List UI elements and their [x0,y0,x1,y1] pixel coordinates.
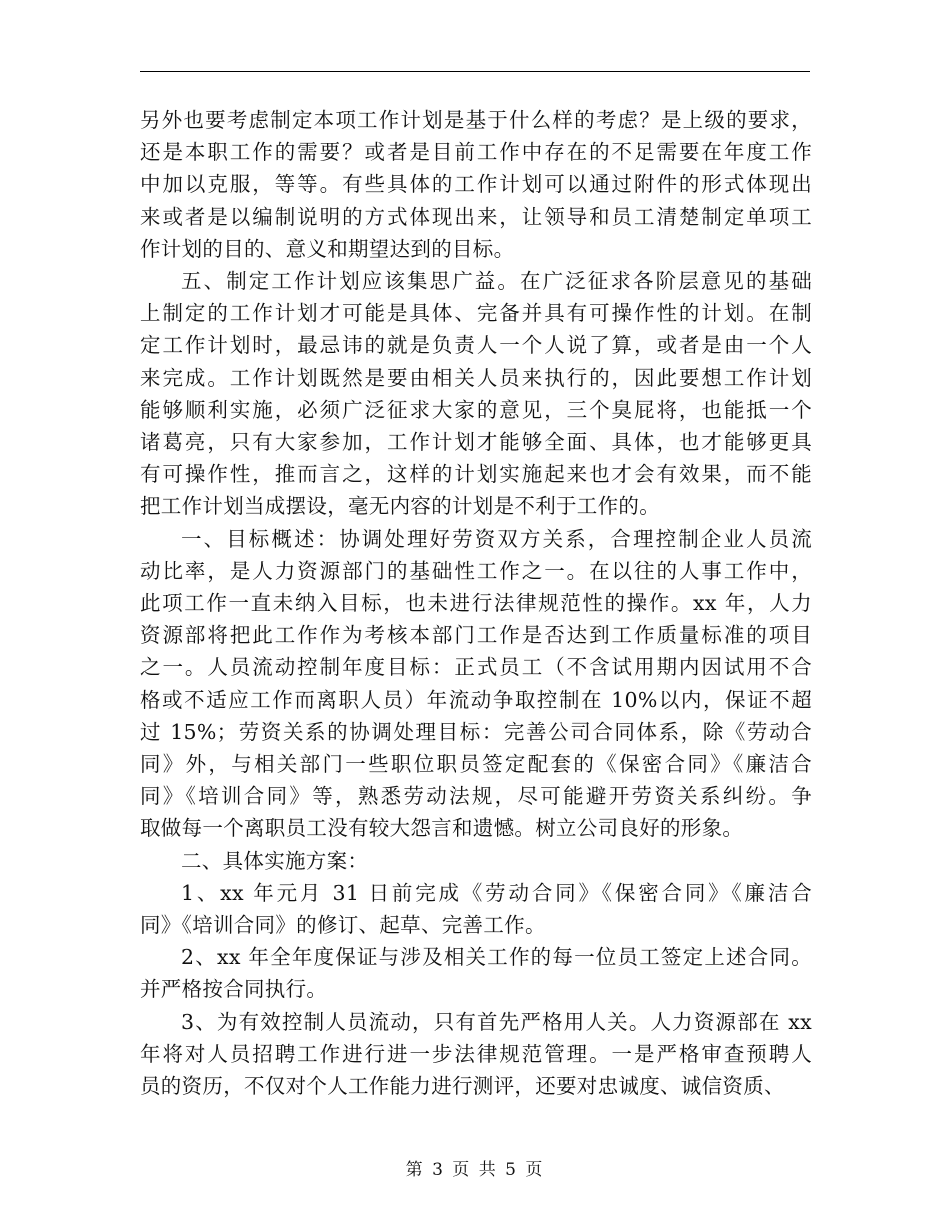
text-line: 五、制定工作计划应该集思广益。在广泛征求各阶层意见的基础 [181,269,812,294]
paragraph [140,265,812,523]
text-line: 上制定的工作计划才可能是具体、完备并具有可操作性的计划。在制 [140,301,812,326]
page-number-footer: 第 3 页 共 5 页 [405,1160,545,1180]
paragraph [140,1006,812,1103]
text-line: 此项工作一直未纳入目标，也未进行法律规范性的操作。xx 年，人力 [140,591,812,616]
text-line: 能够顺利实施，必须广泛征求大家的意见，三个臭屁将，也能抵一个 [140,397,812,422]
text-line: 同》外，与相关部门一些职位职员签定配套的《保密合同》《廉洁合 [140,752,812,777]
paragraph [140,941,812,1005]
paragraph [140,877,812,941]
paragraph [140,845,812,877]
text-line: 一、目标概述：协调处理好劳资双方关系，合理控制企业人员流 [181,526,812,551]
text-line: 2、xx 年全年度保证与涉及相关工作的每一位员工签定上述合同。 [181,945,812,970]
text-line: 定工作计划时，最忌讳的就是负责人一个人说了算，或者是由一个人 [140,333,812,358]
text-line: 并严格按合同执行。 [140,977,328,1002]
text-line: 另外也要考虑制定本项工作计划是基于什么样的考虑？是上级的要求， [140,108,812,132]
text-line: 取做每一个离职员工没有较大怨言和遗憾。树立公司良好的形象。 [140,816,744,841]
text-line: 资源部将把此工作作为考核本部门工作是否达到工作质量标准的项目 [140,623,812,648]
text-line: 动比率，是人力资源部门的基础性工作之一。在以往的人事工作中， [140,558,812,583]
text-line: 之一。人员流动控制年度目标：正式员工（不含试用期内因试用不合 [140,655,812,680]
document-body [140,104,812,1102]
text-line: 有可操作性，推而言之，这样的计划实施起来也才会有效果，而不能 [140,462,812,487]
text-line: 同》《培训合同》的修订、起草、完善工作。 [140,913,546,938]
text-line: 3、为有效控制人员流动，只有首先严格用人关。人力资源部在 xx [181,1009,812,1034]
text-line: 作计划的目的、意义和期望达到的目标。 [140,236,515,261]
text-line: 诸葛亮，只有大家参加，工作计划才能够全面、具体，也才能够更具 [140,430,812,455]
text-line: 格或不适应工作而离职人员）年流动争取控制在 10%以内，保证不超 [140,687,812,712]
text-line: 员的资历，不仅对个人工作能力进行测评，还要对忠诚度、诚信资质、 [140,1074,785,1099]
text-line: 同》《培训合同》等，熟悉劳动法规，尽可能避开劳资关系纠纷。争 [140,784,812,809]
text-line: 过 15%；劳资关系的协调处理目标：完善公司合同体系，除《劳动合 [140,719,812,744]
text-line: 来完成。工作计划既然是要由相关人员来执行的，因此要想工作计划 [140,365,812,390]
text-line: 还是本职工作的需要？或者是目前工作中存在的不足需要在年度工作 [140,140,812,165]
text-line: 二、具体实施方案： [181,848,369,873]
paragraph [140,104,812,265]
text-line: 中加以克服，等等。有些具体的工作计划可以通过附件的形式体现出 [140,172,812,197]
text-line: 年将对人员招聘工作进行进一步法律规范管理。一是严格审查预聘人 [140,1041,812,1066]
paragraph [140,523,812,845]
text-line: 来或者是以编制说明的方式体现出来，让领导和员工清楚制定单项工 [140,204,812,229]
text-line: 1、xx 年元月 31 日前完成《劳动合同》《保密合同》《廉洁合 [181,880,812,905]
text-line: 把工作计划当成摆设，毫无内容的计划是不利于工作的。 [140,494,660,519]
header-rule [140,71,810,72]
